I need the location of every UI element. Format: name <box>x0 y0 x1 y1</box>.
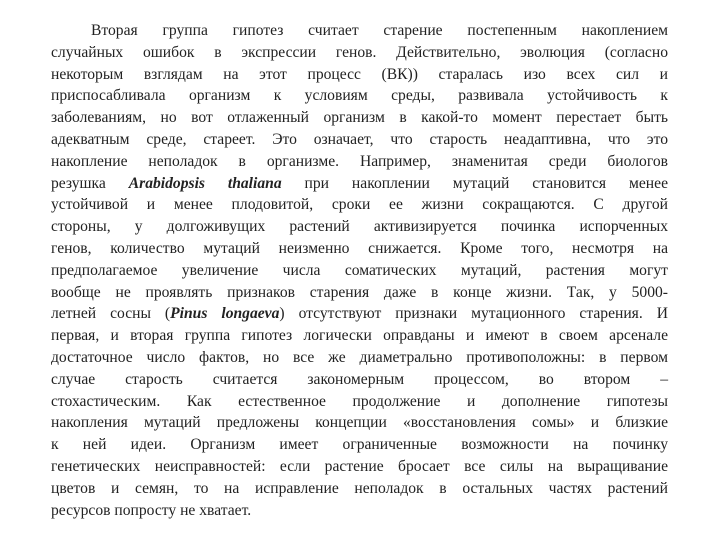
text-line <box>51 412 668 434</box>
text-segment: стороны, у долгоживущих растений активизируется починка испорченных <box>51 218 668 236</box>
text-segment: Вторая группа гипотез считает старение постепенным накоплением <box>91 22 668 39</box>
text-line <box>51 500 668 522</box>
text-line <box>51 282 668 304</box>
text-segment: резушка <box>51 174 129 192</box>
text-line <box>51 216 668 238</box>
text-segment: случае старость считается закономерным процессом, во втором – <box>51 370 668 388</box>
text-line <box>51 325 668 347</box>
text-segment: достаточное число фактов, но все же диаметрально противоположны: в первом <box>51 348 668 366</box>
text-segment: устойчивой и менее плодовитой, сроки ее жизни сокращаются. С другой <box>51 196 668 214</box>
text-segment: генов, количество мутаций неизменно снижается. Кроме того, несмотря на <box>51 239 668 257</box>
text-line <box>51 85 668 107</box>
text-line <box>51 173 668 195</box>
text-line <box>51 20 668 42</box>
text-segment: цветов и семян, то на исправление неполадок в остальных частях растений <box>51 479 668 497</box>
text-segment: приспосабливала организм к условиям среды, развивала устойчивость к <box>51 87 668 105</box>
text-segment: предполагаемое увеличение числа соматических мутаций, растения могут <box>51 261 668 279</box>
text-line <box>51 303 668 325</box>
text-segment: к ней идеи. Организм имеет ограниченные возможности на починку <box>51 436 668 454</box>
text-line <box>51 456 668 478</box>
species-name: Arabidopsis thaliana <box>128 174 282 192</box>
text-line <box>51 434 668 456</box>
text-line <box>51 129 668 151</box>
species-name: Pinus longaeva <box>170 305 280 323</box>
text-line <box>51 107 668 129</box>
text-line <box>51 391 668 413</box>
text-segment: накопление неполадок в организме. Например, знаменитая среди биологов <box>51 152 668 170</box>
text-segment: вообще не проявлять признаков старения даже в конце жизни. Так, у 5000- <box>51 283 668 301</box>
text-segment: при накоплении мутаций становится менее <box>281 174 668 192</box>
text-segment: первая, и вторая группа гипотез логически оправданы и имеют в своем арсенале <box>51 327 668 345</box>
text-line <box>51 260 668 282</box>
text-segment: случайных ошибок в экспрессии генов. Действительно, эволюция (согласно <box>51 43 668 61</box>
text-line <box>51 194 668 216</box>
text-line <box>51 478 668 500</box>
text-segment: ресурсов попросту не хватает. <box>51 501 252 519</box>
text-line <box>51 369 668 391</box>
text-segment: летней сосны ( <box>51 305 171 323</box>
text-line <box>51 64 668 86</box>
text-segment: ) отсутствуют признаки мутационного старения. И <box>279 305 668 323</box>
text-segment: стохастическим. Как естественное продолжение и дополнение гипотезы <box>51 392 668 410</box>
text-segment: некоторым взглядам на этот процесс (ВК)) старалась изо всех сил и <box>51 65 668 83</box>
paragraph-text <box>51 20 668 521</box>
text-segment: накопления мутаций предложены концепции «восстановления сомы» и близкие <box>51 414 668 432</box>
text-segment: генетических неисправностей: если растение бросает все силы на выращивание <box>51 457 668 475</box>
text-line <box>51 151 668 173</box>
text-line <box>51 347 668 369</box>
text-line <box>51 42 668 64</box>
text-line <box>51 238 668 260</box>
text-segment: заболеваниям, но вот отлаженный организм в какой-то момент перестает быть <box>51 109 668 127</box>
text-segment: адекватным среде, стареет. Это означает, что старость неадаптивна, что это <box>51 130 668 148</box>
